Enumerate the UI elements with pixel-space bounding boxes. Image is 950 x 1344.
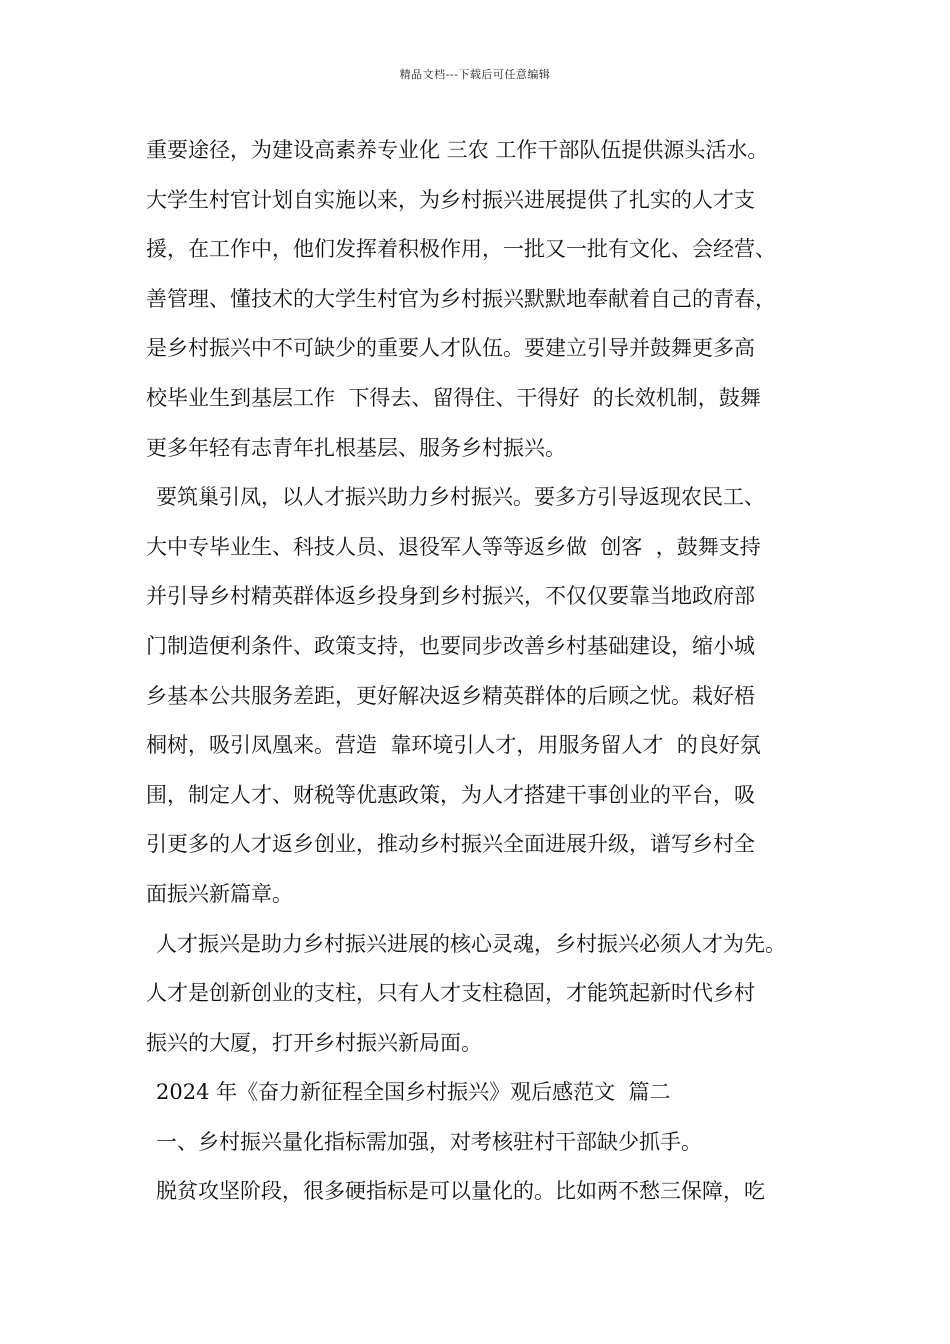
paragraph-line: 振兴的大厦，打开乡村振兴新局面。 xyxy=(146,1030,482,1055)
paragraph-line: 大学生村官计划自实施以来，为乡村振兴进展提供了扎实的人才支 xyxy=(146,187,755,212)
paragraph-line: 要筑巢引凤，以人才振兴助力乡村振兴。要多方引导返现农民工、 xyxy=(156,485,765,510)
paragraph-line: 援，在工作中，他们发挥着积极作用，一批又一批有文化、会经营、 xyxy=(146,237,776,262)
paragraph-line: 重要途径，为建设高素养专业化 三农 工作干部队伍提供源头活水。 xyxy=(146,138,769,162)
paragraph-line: 善管理、懂技术的大学生村官为乡村振兴默默地奉献着自己的青春， xyxy=(146,286,776,311)
paragraph-line: 面振兴新篇章。 xyxy=(146,881,293,906)
paragraph-line: 并引导乡村精英群体返乡投身到乡村振兴，不仅仅要靠当地政府部 xyxy=(146,584,755,609)
paragraph-line: 脱贫攻坚阶段，很多硬指标是可以量化的。比如两不愁三保障，吃 xyxy=(156,1179,765,1204)
paragraph-line: 校毕业生到基层工作 下得去、留得住、干得好 的长效机制，鼓舞 xyxy=(146,385,761,410)
paragraph-line: 人才是创新创业的支柱，只有人才支柱稳固，才能筑起新时代乡村 xyxy=(146,981,755,1006)
paragraph-line: 乡基本公共服务差距，更好解决返乡精英群体的后顾之忧。栽好梧 xyxy=(146,683,755,708)
page-header: 精品文档---下载后可任意编辑 xyxy=(399,68,551,81)
document-body xyxy=(146,130,836,1221)
paragraph-line: 大中专毕业生、科技人员、退役军人等等返乡做 创客 ，鼓舞支持 xyxy=(146,534,761,559)
paragraph-line: 更多年轻有志青年扎根基层、服务乡村振兴。 xyxy=(146,435,566,460)
paragraph-line: 桐树，吸引凤凰来。营造 靠环境引人才，用服务留人才 的良好氛 xyxy=(146,733,761,758)
paragraph-line: 引更多的人才返乡创业，推动乡村振兴全面进展升级，谱写乡村全 xyxy=(146,832,755,857)
paragraph-line: 围，制定人才、财税等优惠政策，为人才搭建干事创业的平台，吸 xyxy=(146,782,755,807)
paragraph-line: 门制造便利条件、政策支持，也要同步改善乡村基础建设，缩小城 xyxy=(146,633,755,658)
paragraph-line: 是乡村振兴中不可缺少的重要人才队伍。要建立引导并鼓舞更多高 xyxy=(146,336,755,361)
paragraph-line: 人才振兴是助力乡村振兴进展的核心灵魂，乡村振兴必须人才为先。 xyxy=(156,931,786,956)
subsection-heading: 一、乡村振兴量化指标需加强，对考核驻村干部缺少抓手。 xyxy=(156,1129,702,1154)
section-heading: 2024 年《奋力新征程全国乡村振兴》观后感范文 篇二 xyxy=(156,1080,671,1105)
